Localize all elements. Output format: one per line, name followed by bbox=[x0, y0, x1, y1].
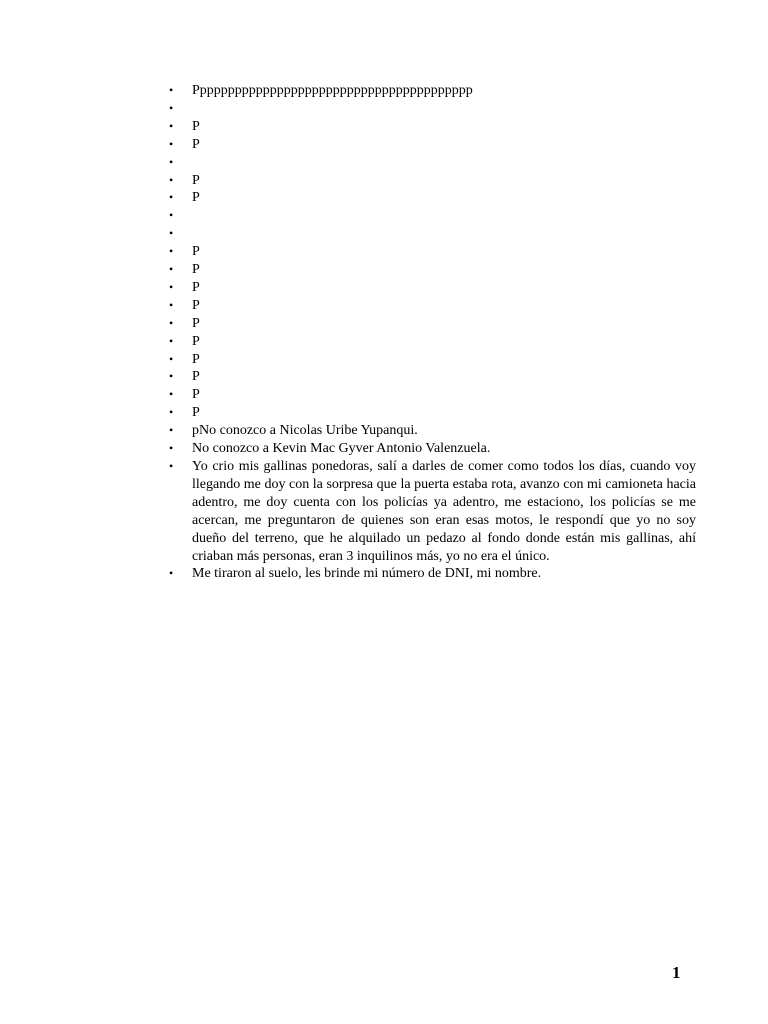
bullet-icon: • bbox=[169, 441, 174, 456]
bullet-icon: • bbox=[169, 226, 174, 241]
bullet-icon: • bbox=[169, 458, 174, 473]
list-item bbox=[165, 189, 696, 207]
list-item bbox=[165, 565, 696, 583]
list-item bbox=[165, 315, 696, 333]
list-item bbox=[165, 386, 696, 404]
list-item-text: Yo crio mis gallinas ponedoras, salí a darles de comer como todos los días, cuando voy llegando me doy con la sorpresa que la puerta estaba rota, avanzo con mi camioneta hacia adentro, me doy cuenta con los policías ya adentro, me estaciono, los policías se me acercan, me preguntaron de quienes son eran esas motos, le respondí que yo no soy dueño del terreno, que he alquilado un pedazo al fondo donde están mis gallinas, ahí criaban más personas, eran 3 inquilinos más, yo no era el único. bbox=[192, 458, 696, 564]
list-item-text: pNo conozco a Nicolas Uribe Yupanqui. bbox=[192, 423, 418, 439]
list-item-text: P bbox=[192, 297, 200, 313]
list-item bbox=[165, 100, 696, 118]
list-item-text: P bbox=[192, 118, 200, 134]
bullet-icon: • bbox=[169, 100, 174, 115]
list-item bbox=[165, 82, 696, 100]
bullet-icon: • bbox=[169, 279, 174, 294]
list-item-text: No conozco a Kevin Mac Gyver Antonio Valenzuela. bbox=[192, 441, 491, 457]
list-item-text: Pppppppppppppppppppppppppppppppppppppppp bbox=[192, 83, 473, 98]
list-item bbox=[165, 136, 696, 154]
list-item bbox=[165, 368, 696, 386]
bullet-icon: • bbox=[169, 190, 174, 205]
bullet-icon: • bbox=[169, 387, 174, 402]
list-item bbox=[165, 297, 696, 315]
list-item-text: P bbox=[192, 351, 200, 367]
page-number: 1 bbox=[672, 963, 681, 982]
bullet-icon: • bbox=[169, 208, 174, 223]
list-item bbox=[165, 261, 696, 279]
bullet-icon: • bbox=[169, 333, 174, 348]
list-item-text: P bbox=[192, 244, 200, 260]
bullet-icon: • bbox=[169, 297, 174, 312]
bullet-icon: • bbox=[169, 369, 174, 384]
bullet-icon: • bbox=[169, 83, 174, 97]
bullet-icon: • bbox=[169, 154, 174, 169]
list-item-text: P bbox=[192, 369, 200, 385]
list-item-text: P bbox=[192, 279, 200, 295]
list-item bbox=[165, 351, 696, 369]
list-item-text: P bbox=[192, 387, 200, 403]
list-item bbox=[165, 279, 696, 297]
bullet-list bbox=[165, 82, 696, 583]
bullet-icon: • bbox=[169, 315, 174, 330]
list-item-text: Me tiraron al suelo, les brinde mi número de DNI, mi nombre. bbox=[192, 566, 542, 582]
list-item-text: P bbox=[192, 405, 200, 421]
bullet-icon: • bbox=[169, 423, 174, 438]
list-item bbox=[165, 172, 696, 190]
bullet-icon: • bbox=[169, 566, 174, 581]
list-item bbox=[165, 154, 696, 172]
bullet-icon: • bbox=[169, 172, 174, 187]
list-item bbox=[165, 207, 696, 225]
bullet-icon: • bbox=[169, 136, 174, 151]
list-item-text: P bbox=[192, 333, 200, 349]
list-item-text: P bbox=[192, 315, 200, 331]
list-item bbox=[165, 404, 696, 422]
list-item-text: P bbox=[192, 262, 200, 277]
bullet-icon: • bbox=[169, 351, 174, 366]
list-item-text: P bbox=[192, 190, 200, 206]
list-item-text: P bbox=[192, 136, 200, 152]
list-item bbox=[165, 225, 696, 243]
list-item bbox=[165, 440, 696, 458]
list-item bbox=[165, 243, 696, 261]
bullet-icon: • bbox=[169, 405, 174, 420]
list-item bbox=[165, 118, 696, 136]
list-item bbox=[165, 422, 696, 440]
bullet-icon: • bbox=[169, 118, 174, 133]
list-item bbox=[165, 458, 696, 565]
list-item bbox=[165, 333, 696, 351]
bullet-icon: • bbox=[169, 244, 174, 259]
list-item-text: P bbox=[192, 172, 200, 188]
bullet-icon: • bbox=[169, 262, 174, 276]
